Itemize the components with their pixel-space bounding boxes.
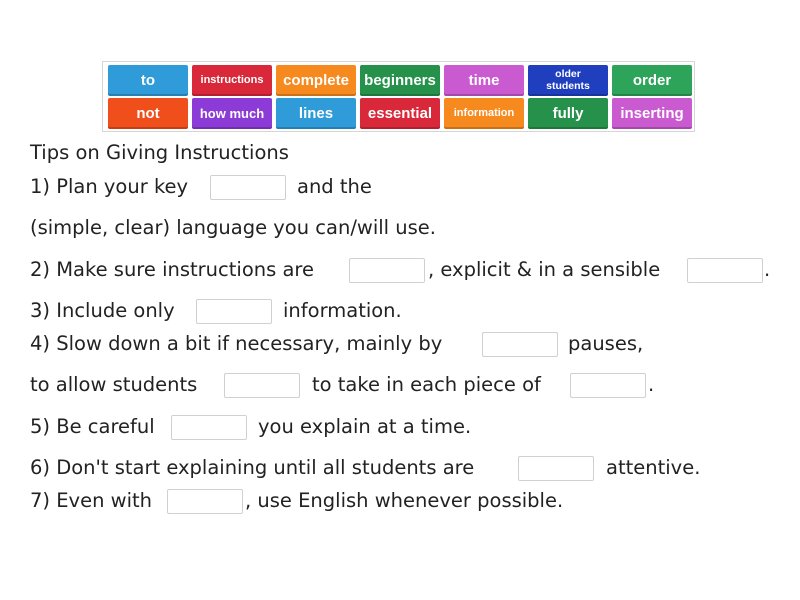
word-tile-not[interactable]: not (108, 98, 188, 129)
sentence-4-cont-part-c: . (648, 373, 655, 396)
answer-slot-3[interactable] (687, 258, 763, 283)
sentence-5-part-a: 5) Be careful (30, 415, 155, 438)
sentence-5-part-b: you explain at a time. (258, 415, 472, 438)
sentence-1-part-a: 1) Plan your key (30, 175, 189, 198)
answer-slot-9[interactable] (518, 456, 594, 481)
word-tile-information[interactable]: information (444, 98, 524, 129)
sentence-2-part-b: , explicit & in a sensible (428, 258, 661, 281)
word-tile-time[interactable]: time (444, 65, 524, 96)
sentence-6-part-b: attentive. (606, 456, 701, 479)
word-tile-order[interactable]: order (612, 65, 692, 96)
word-tile-inserting[interactable]: inserting (612, 98, 692, 129)
word-tile-fully[interactable]: fully (528, 98, 608, 129)
word-tile-complete[interactable]: complete (276, 65, 356, 96)
sentence-2-part-c: . (764, 258, 771, 281)
answer-slot-6[interactable] (224, 373, 300, 398)
answer-slot-5[interactable] (482, 332, 558, 357)
word-tile-how-much[interactable]: how much (192, 98, 272, 129)
word-tile-older-students[interactable]: older students (528, 65, 608, 96)
sentence-6-part-a: 6) Don't start explaining until all students are (30, 456, 475, 479)
sentence-2-part-a: 2) Make sure instructions are (30, 258, 315, 281)
sentence-4-part-b: pauses, (568, 332, 644, 355)
word-tile-lines[interactable]: lines (276, 98, 356, 129)
sentence-7-part-b: , use English whenever possible. (245, 489, 564, 512)
word-tile-essential[interactable]: essential (360, 98, 440, 129)
sentence-4-part-a: 4) Slow down a bit if necessary, mainly by (30, 332, 443, 355)
answer-slot-8[interactable] (171, 415, 247, 440)
answer-slot-2[interactable] (349, 258, 425, 283)
word-bank (102, 61, 695, 132)
sentence-4-cont-part-b: to take in each piece of (312, 373, 541, 396)
sentence-7-part-a: 7) Even with (30, 489, 152, 512)
sentence-3-part-a: 3) Include only (30, 299, 175, 322)
exercise-title: Tips on Giving Instructions (30, 141, 289, 164)
sentence-1-continuation: (simple, clear) language you can/will use. (30, 216, 437, 239)
answer-slot-4[interactable] (196, 299, 272, 324)
answer-slot-1[interactable] (210, 175, 286, 200)
word-tile-instructions[interactable]: instructions (192, 65, 272, 96)
word-tile-to[interactable]: to (108, 65, 188, 96)
word-tile-beginners[interactable]: beginners (360, 65, 440, 96)
sentence-4-cont-part-a: to allow students (30, 373, 198, 396)
sentence-1-part-b: and the (297, 175, 372, 198)
answer-slot-10[interactable] (167, 489, 243, 514)
answer-slot-7[interactable] (570, 373, 646, 398)
sentence-3-part-b: information. (283, 299, 402, 322)
